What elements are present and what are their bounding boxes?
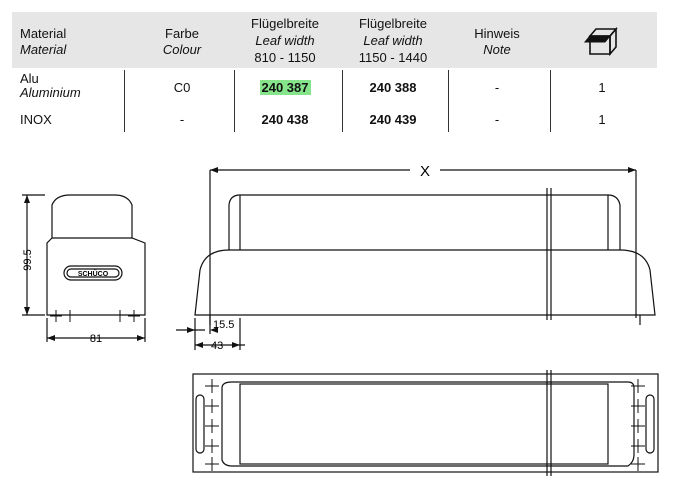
front-view-top — [229, 195, 620, 250]
row-qty: 1 — [598, 111, 606, 127]
header-leaf1-de: Flügelbreite — [251, 16, 319, 31]
header-leaf2-en: Leaf width — [363, 33, 423, 48]
row-leaf2: 240 439 — [369, 111, 417, 127]
header-hinweis-de: Hinweis — [474, 26, 520, 41]
row-leaf2: 240 388 — [369, 79, 417, 95]
header-leaf2-de: Flügelbreite — [359, 16, 427, 31]
header-material-de: Material — [20, 26, 67, 41]
row-colour: C0 — [173, 79, 191, 95]
top-view-outline — [193, 374, 658, 472]
header-leaf1-range: 810 - 1150 — [254, 50, 316, 65]
dim-15-5-label: 15.5 — [213, 319, 235, 331]
header-leaf1-en: Leaf width — [255, 33, 315, 48]
row-material-de: Alu — [20, 71, 39, 86]
header-material-en: Material — [20, 42, 67, 57]
row-colour: - — [179, 111, 185, 127]
top-view-end-right — [646, 395, 654, 453]
top-view-end-left — [196, 395, 204, 453]
header-hinweis-en: Note — [483, 42, 511, 57]
header-leaf2-range: 1150 - 1440 — [358, 50, 428, 65]
header-farbe-en: Colour — [162, 42, 202, 57]
side-view-top — [52, 195, 132, 238]
row-material-en: Aluminium — [20, 85, 81, 100]
row-material-de: INOX — [20, 111, 52, 127]
row-leaf1: 240 438 — [261, 111, 309, 127]
row-qty: 1 — [598, 79, 606, 95]
article-number-highlighted: 240 387 — [261, 79, 309, 95]
dim-x-label: X — [419, 163, 431, 180]
dim-width-label: 81 — [89, 333, 103, 345]
dim-height-label: 99.5 — [22, 249, 34, 271]
top-view-inner — [222, 382, 634, 466]
schueco-logo: SCHÜCO — [77, 271, 109, 278]
row-note: - — [494, 79, 500, 95]
header-farbe-de: Farbe — [165, 26, 199, 41]
row-note: - — [494, 111, 500, 127]
front-view-body — [195, 250, 655, 315]
dim-43-label: 43 — [211, 340, 224, 352]
